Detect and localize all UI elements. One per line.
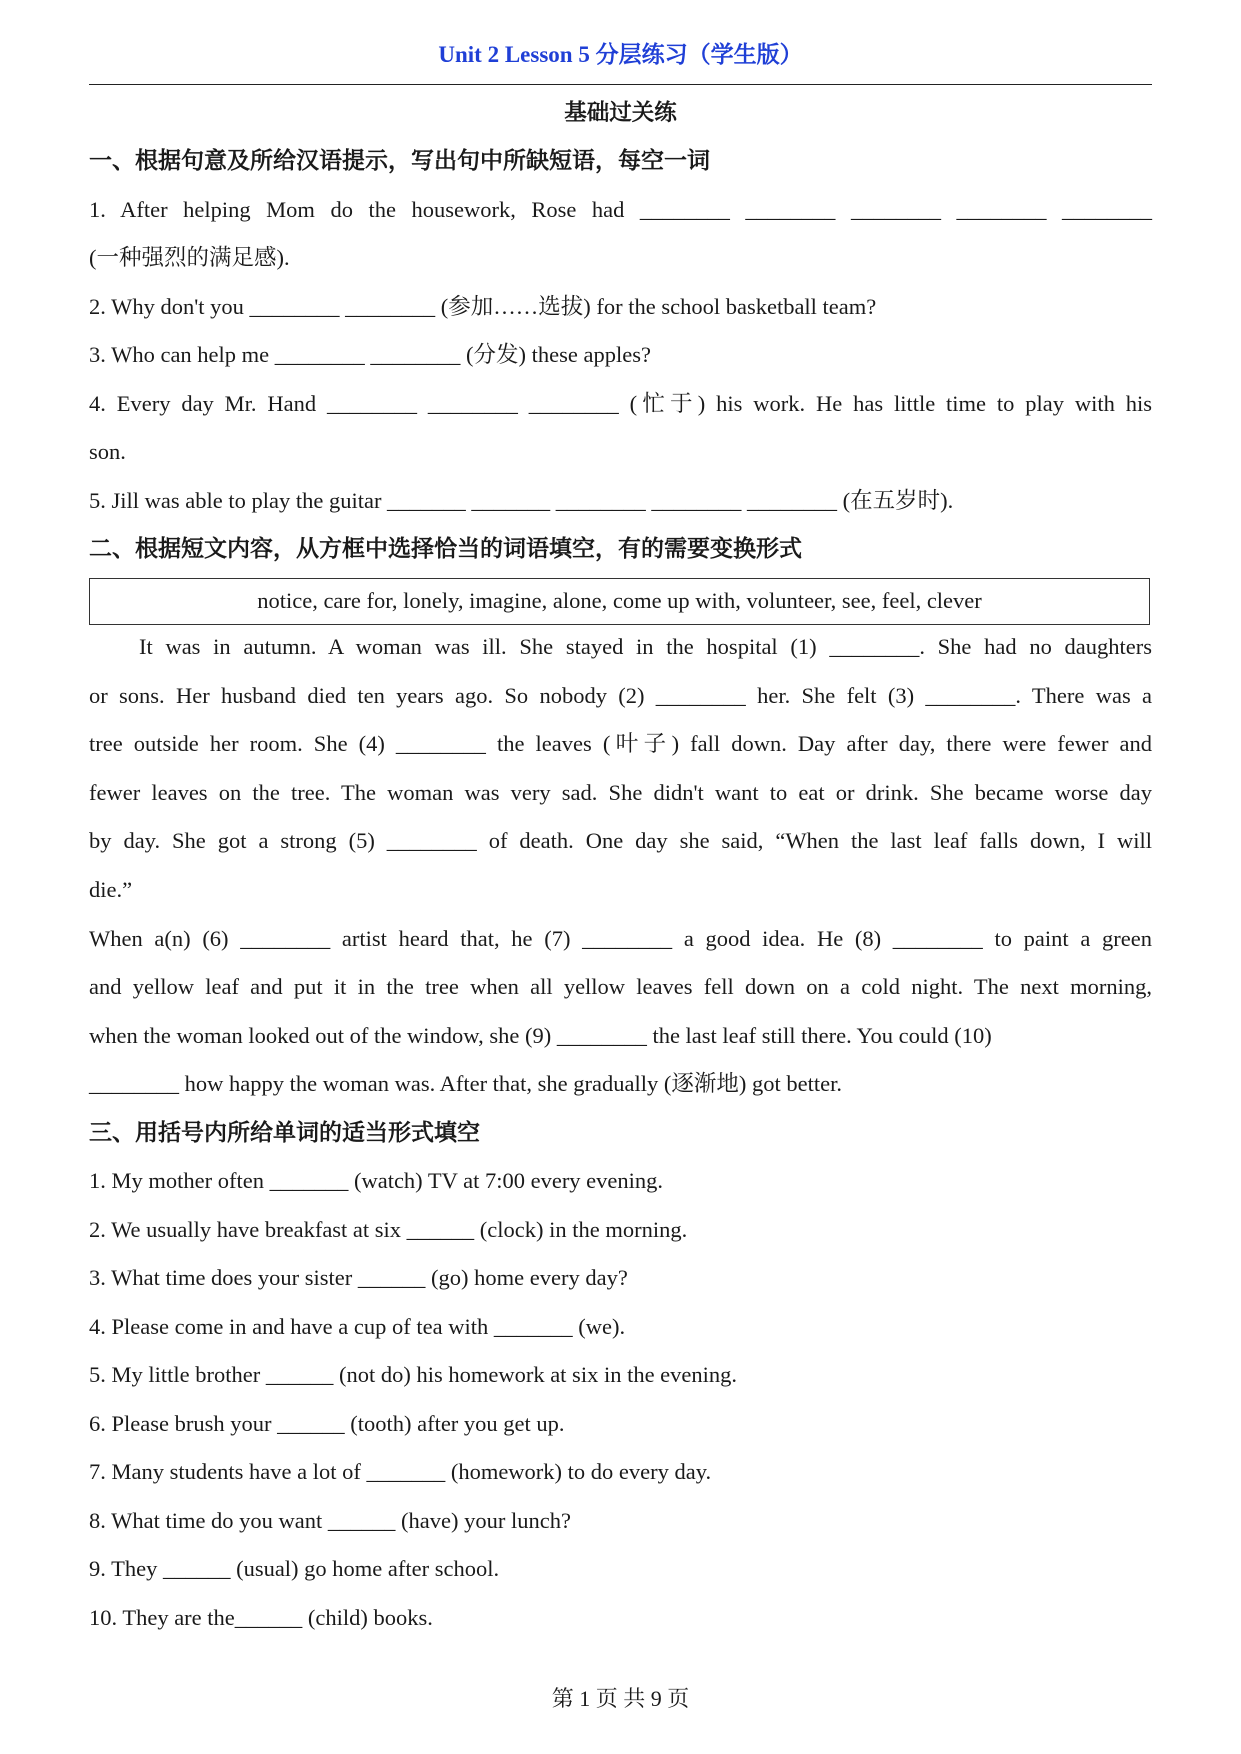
exercise-item: 3. What time does your sister ______ (go) home every day? [89,1265,628,1290]
passage-line: When a(n) (6) ________ artist heard that, he (7) ________ a good idea. He (8) ________ to paint a green [89,926,1152,951]
exercise-item: 8. What time do you want ______ (have) your lunch? [89,1508,571,1533]
exercise-item: 7. Many students have a lot of _______ (homework) to do every day. [89,1459,712,1484]
section1-line: 5. Jill was able to play the guitar _______ _______ ________ ________ ________ (在五岁时). [89,488,954,513]
section1-line: 2. Why don't you ________ ________ (参加……选拔) for the school basketball team? [89,294,877,319]
section1-heading: 一、根据句意及所给汉语提示，写出句中所缺短语，每空一词 [89,148,710,173]
exercise-item: 1. My mother often _______ (watch) TV at 7:00 every evening. [89,1168,664,1193]
section1-line: 4. Every day Mr. Hand ________ ________ ________ (忙于) his work. He has little time to play with his [89,391,1152,416]
passage-line: when the woman looked out of the window, she (9) ________ the last leaf still there. You could (10) [89,1023,992,1048]
section3-heading: 三、用括号内所给单词的适当形式填空 [89,1120,480,1145]
section2-heading: 二、根据短文内容，从方框中选择恰当的词语填空，有的需要变换形式 [89,536,802,561]
exercise-item: 4. Please come in and have a cup of tea with _______ (we). [89,1314,626,1339]
header-divider [89,84,1152,85]
section-subtitle: 基础过关练 [564,100,677,125]
passage-line: die.” [89,877,133,902]
passage-line: tree outside her room. She (4) ________ the leaves (叶子) fall down. Day after day, there were fewer and [89,731,1152,756]
exercise-item: 2. We usually have breakfast at six ______ (clock) in the morning. [89,1217,688,1242]
passage-line: fewer leaves on the tree. The woman was very sad. She didn't want to eat or drink. She became worse day [89,780,1152,805]
passage-line: or sons. Her husband died ten years ago. So nobody (2) ________ her. She felt (3) ________. There was a [89,683,1152,708]
page-number: 第 1 页 共 9 页 [551,1686,690,1711]
passage-line: ________ how happy the woman was. After that, she gradually (逐渐地) got better. [89,1071,842,1096]
exercise-item: 5. My little brother ______ (not do) his homework at six in the evening. [89,1362,738,1387]
word-bank-box: notice, care for, lonely, imagine, alone, come up with, volunteer, see, feel, clever [89,578,1150,625]
exercise-item: 6. Please brush your ______ (tooth) after you get up. [89,1411,565,1436]
exercise-item: 9. They ______ (usual) go home after school. [89,1556,500,1581]
passage-line: It was in autumn. A woman was ill. She stayed in the hospital (1) ________. She had no daughters [139,634,1152,659]
section1-line: (一种强烈的满足感). [89,245,290,270]
section1-line: son. [89,439,126,464]
passage-line: and yellow leaf and put it in the tree when all yellow leaves fell down on a cold night. The next morning, [89,974,1152,999]
passage-line: by day. She got a strong (5) ________ of death. One day she said, “When the last leaf falls down, I will [89,828,1152,853]
section1-line: 1. After helping Mom do the housework, Rose had ________ ________ ________ ________ ________ [89,197,1152,222]
exercise-item: 10. They are the______ (child) books. [89,1605,433,1630]
page-title: Unit 2 Lesson 5 分层练习（学生版） [438,42,803,67]
section1-line: 3. Who can help me ________ ________ (分发) these apples? [89,342,651,367]
